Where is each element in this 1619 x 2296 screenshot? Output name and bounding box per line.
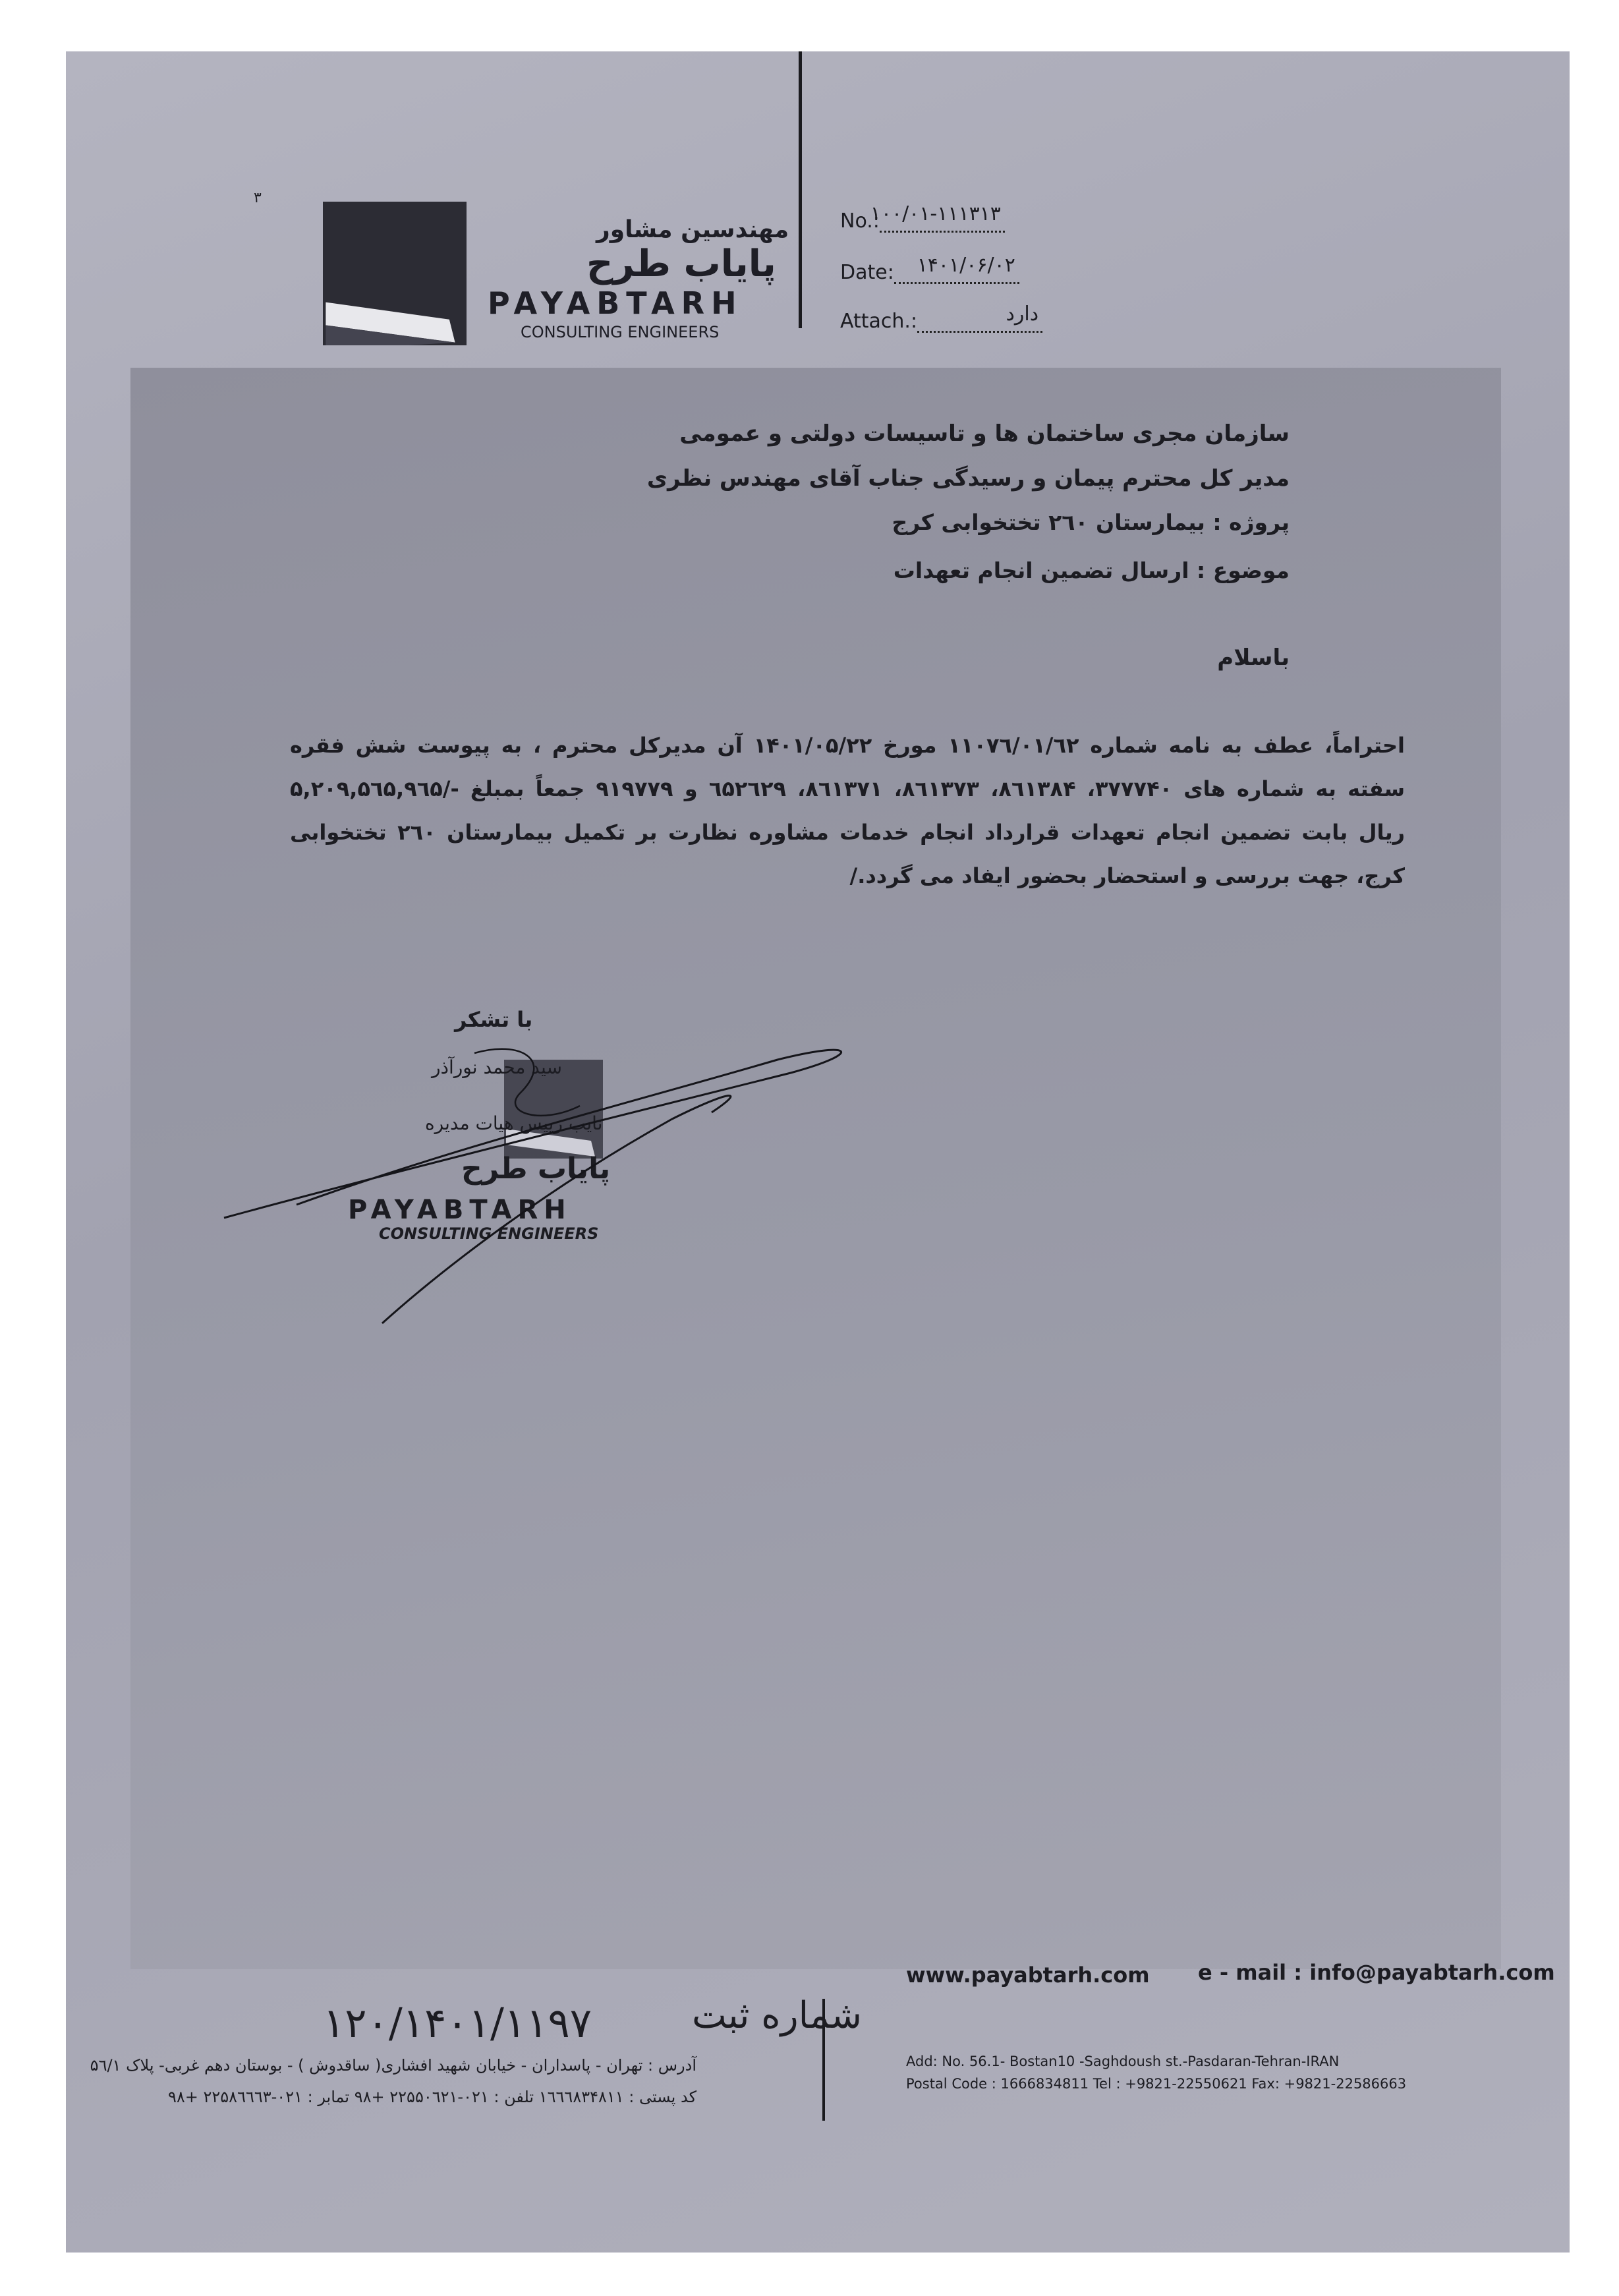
handwritten-registration-label: شماره ثبت: [692, 1994, 863, 2037]
letter-number: [840, 202, 1005, 233]
footer-address-en: Add: No. 56.1- Bostan10 -Saghdoush st.-Pasdaran-Tehran-IRAN: [906, 2053, 1340, 2069]
footer-contact-fa: کد پستی : ۱٦٦٦۸۳۴۸۱۱ تلفن : ۰۲۱-۲۲۵۵۰٦۲۱ +۹۸ تمابر : ۰۲۱-۲۲۵۸٦٦٦۳ +۹۸: [167, 2088, 696, 2106]
stamp-firm-fa: پایاب طرح: [461, 1152, 611, 1186]
letter-body-panel: [130, 368, 1501, 1969]
stamp-firm-en-sub: CONSULTING ENGINEERS: [379, 1224, 599, 1243]
letter-attach-value: دارد: [1006, 302, 1039, 326]
firm-name-fa-small: مهندسین مشاور: [596, 216, 789, 243]
firm-name-en: PAYABTARH: [488, 285, 743, 321]
stamp-firm-en: PAYABTARH: [348, 1195, 572, 1225]
company-logo: [323, 202, 467, 345]
footer-email[interactable]: e - mail : info@payabtarh.com: [1198, 1960, 1555, 1985]
letter-date: [840, 254, 1019, 284]
letter-attach: [840, 302, 1042, 333]
letter-sheet: [66, 51, 1570, 2253]
letter-number-value: ۱۰۰/۰۱-۱۱۱۳۱۳: [870, 202, 1001, 225]
signer-name: سید محمد نورآذر: [432, 1056, 562, 1078]
firm-name-en-sub: CONSULTING ENGINEERS: [521, 323, 720, 341]
letter-number-label: No.:: [840, 210, 880, 233]
footer-address-fa: آدرس : تهران - پاسداران - خیابان شهید افشاری( ساقدوش ) - بوستان دهم غربی- پلاک ۵٦/۱: [90, 2056, 696, 2075]
handwritten-registration-number: ۱۲۰/۱۴۰۱/۱۱۹۷: [323, 1999, 592, 2047]
firm-name-fa: پایاب طرح: [586, 243, 776, 285]
letter-date-value: ۱۴۰۱/۰۶/۰۲: [917, 254, 1015, 277]
signer-title: نایب رییس هیات مدیره: [425, 1112, 603, 1134]
letter-body: احتراماً، عطف به نامه شماره ۱۱۰۷٦/۰۱/٦۲ مورخ ۱۴۰۱/۰۵/۲۲ آن مدیرکل محترم ، به پیوست شش فقره سفته به شماره های ۳۷۷۷۴۰، ۸٦۱۳۸۴، ۸٦۱۳۷۳، ۸٦۱۳۷۱، ٦۵۲٦۲۹ و ۹۱۹۷۷۹ جمعاً بمبلغ -/۵,۲۰۹,۵٦۵,۹٦۵ ریال بابت تضمین انجام تعهدات قرارداد انجام خدمات مشاوره نظارت بر تکمیل بیمارستان ۲٦۰ تختخوابی کرج، جهت بررسی و استحضار بحضور ایفاد می گردد./: [290, 733, 1406, 888]
recipient-person: مدیر کل محترم پیمان و رسیدگی جناب آقای مهندس نظری: [646, 465, 1290, 492]
letter-attach-label: Attach.:: [840, 310, 918, 333]
greeting: باسلام: [1217, 645, 1290, 671]
letter-date-label: Date:: [840, 261, 894, 284]
closing: با تشکر: [455, 1007, 533, 1032]
footer-contact-en: Postal Code : 1666834811 Tel : +9821-22550621 Fax: +9821-22586663: [906, 2076, 1407, 2092]
header-divider: [799, 51, 802, 328]
subject-line: موضوع : ارسال تضمین انجام تعهدات: [893, 558, 1290, 583]
project-line: پروژه : بیمارستان ۲٦۰ تختخوابی کرج: [892, 509, 1290, 535]
footer-website[interactable]: www.payabtarh.com: [906, 1963, 1150, 1988]
recipient-org: سازمان مجری ساختمان ها و تاسیسات دولتی و عمومی: [679, 420, 1290, 447]
logo-mark-icon: [323, 202, 467, 345]
corner-mark: ۳: [254, 190, 262, 206]
